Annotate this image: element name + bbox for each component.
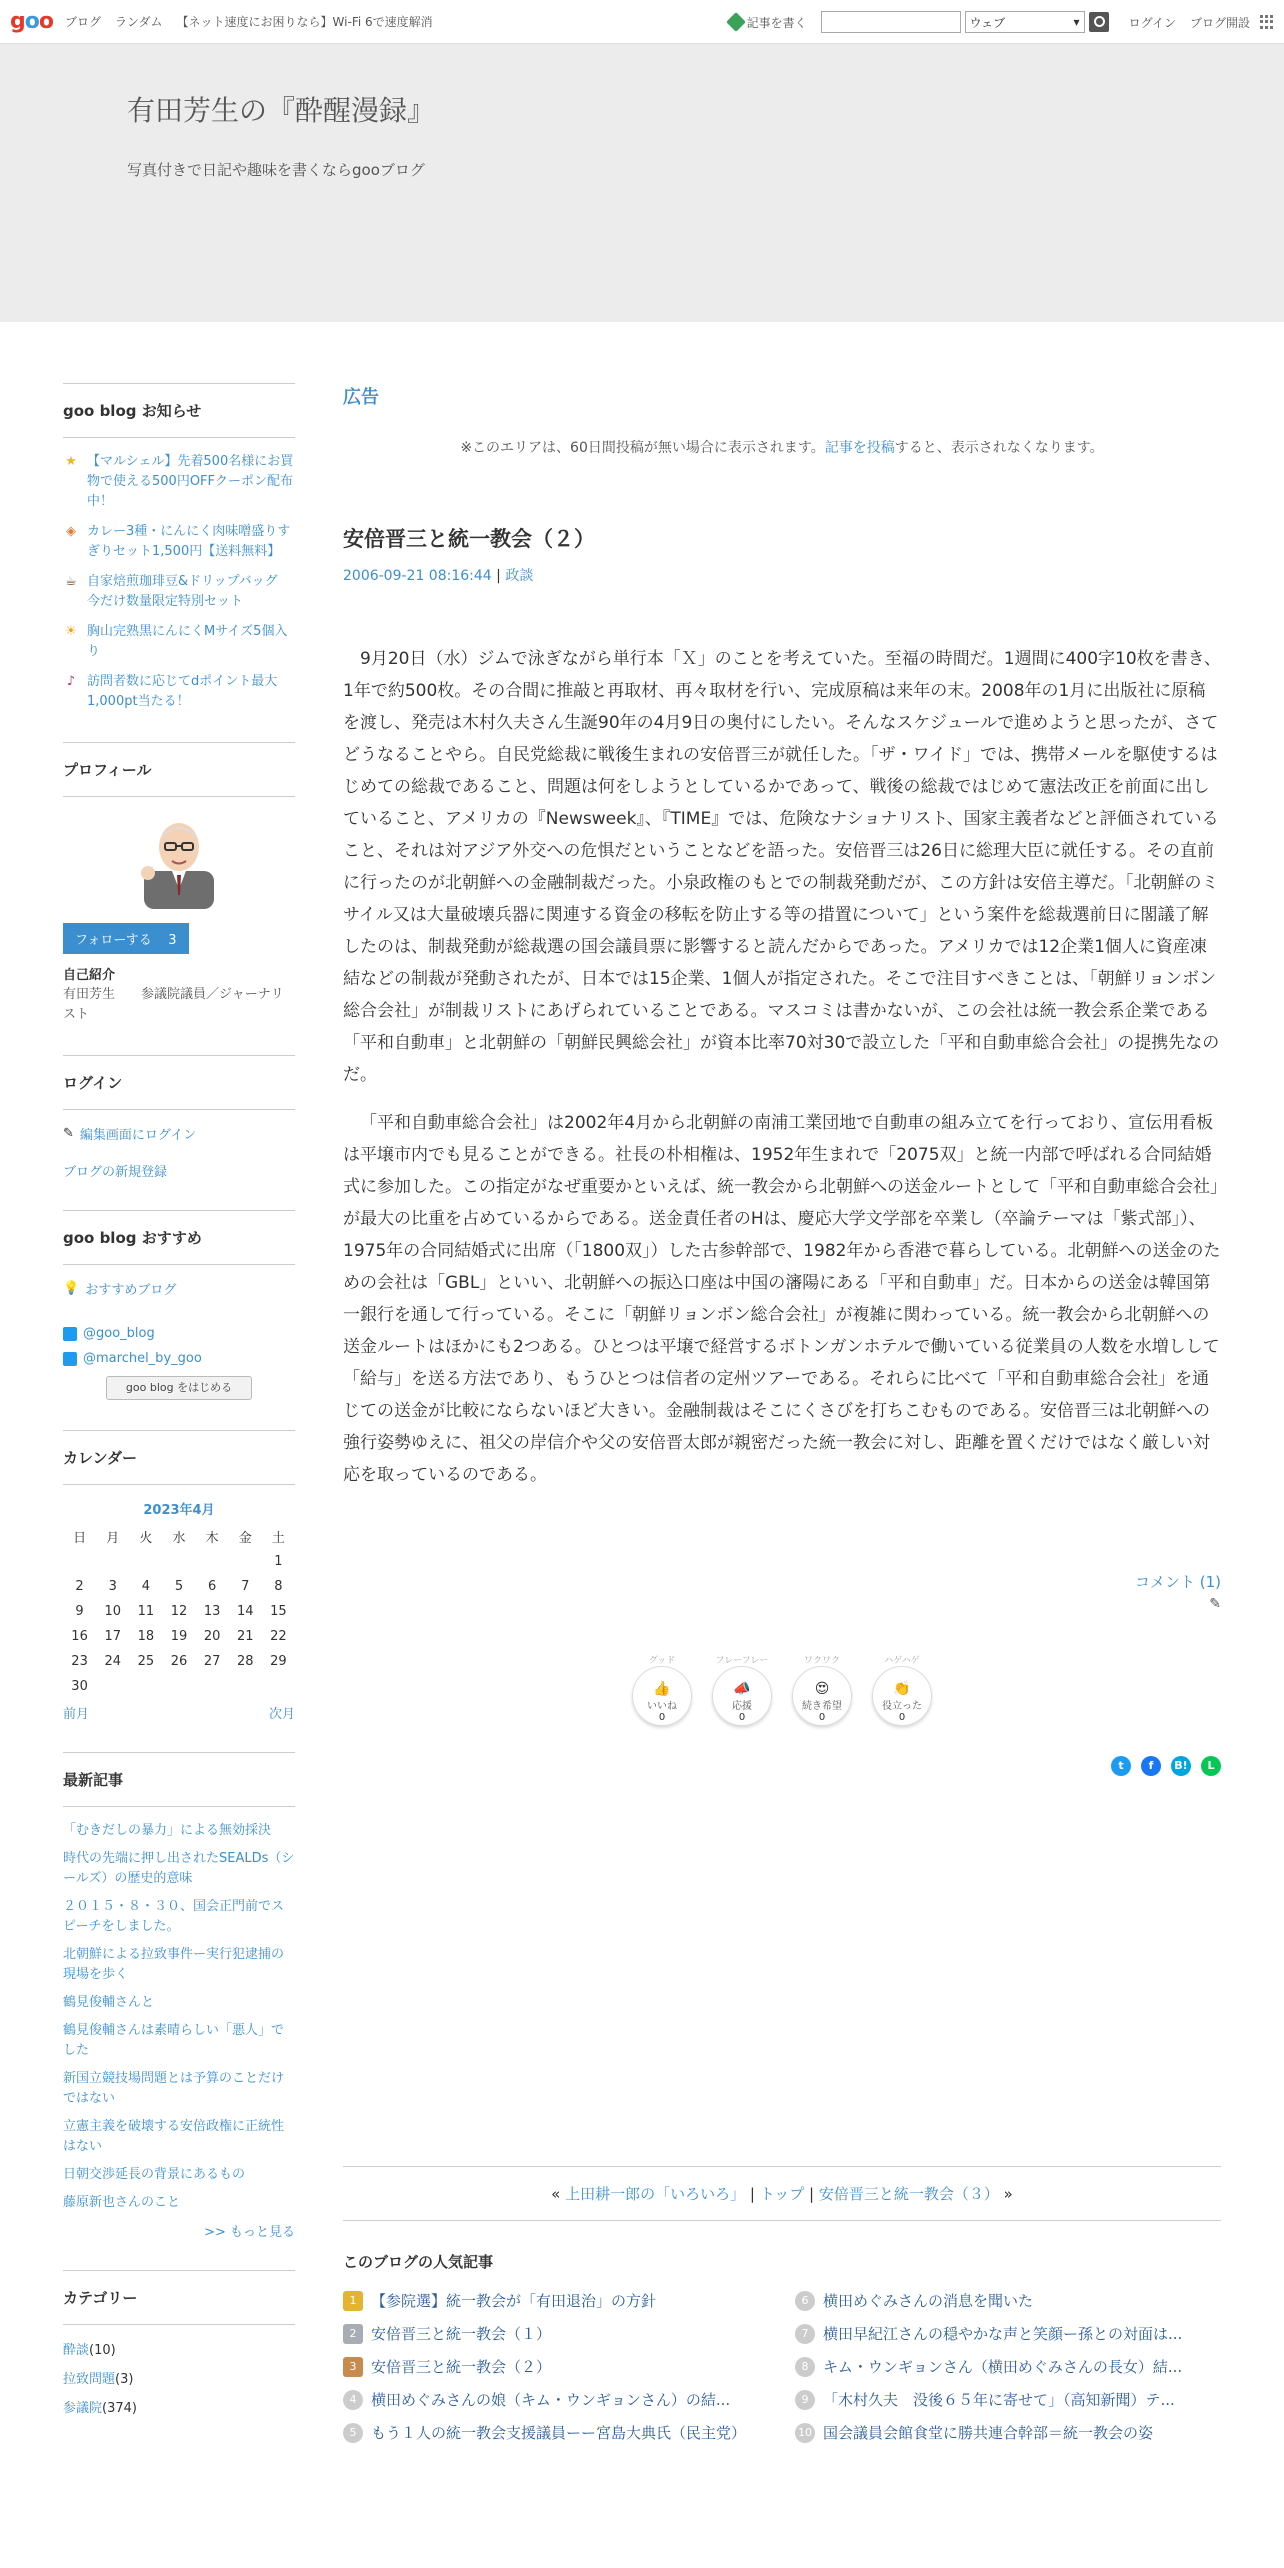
calendar-day [162,1549,195,1574]
twitter-handle: @marchel_by_goo [83,1351,202,1366]
twitter-icon [63,1327,77,1341]
write-post-label: 記事を書く [746,15,807,30]
reaction-emoji-icon: 📣 [733,1681,751,1697]
follow-count: 3 [168,933,177,948]
calendar-day[interactable]: 10 [104,1604,121,1619]
reaction-count: 0 [738,1712,746,1723]
post-meta [343,565,1221,585]
calendar-prev-link[interactable]: 前月 [63,1707,90,1722]
recent-article-link[interactable]: 日朝交渉延長の背景にあるもの [63,2167,246,2182]
reaction-count: 0 [898,1712,906,1723]
goo-logo[interactable]: goo [10,9,53,34]
login-heading: ログイン [63,1072,295,1110]
calendar-day [262,1674,295,1699]
calendar-day [96,1549,129,1574]
popular-article-title[interactable]: 安倍晋三と統一教会（１） [371,2325,552,2343]
reaction-emoji-icon: 👏 [893,1681,911,1697]
hatena-share-icon[interactable]: B! [1171,1756,1191,1776]
popular-article-title[interactable]: 【参院選】統一教会が「有田退治」の方針 [371,2292,657,2310]
calendar-next-link[interactable]: 次月 [268,1707,295,1722]
popular-article-title[interactable]: キム・ウンギョンさん（横田めぐみさんの長女）結... [823,2358,1183,2376]
reaction-count: 0 [818,1712,826,1723]
popular-article-item[interactable] [795,2383,1221,2416]
calendar-day[interactable]: 30 [71,1679,88,1694]
intro-text: 有田芳生 参議院議員／ジャーナリスト [63,987,284,1022]
reaction-label: 役立った [882,1701,922,1712]
notice-text: 胸山完熟黒にんにくMサイズ5個入り [87,624,288,659]
recent-article-link[interactable]: 「むきだしの暴力」による無効採決 [63,1823,272,1838]
reaction-button[interactable] [792,1656,852,1726]
calendar-table [63,1524,295,1699]
edit-login-link[interactable] [63,1124,295,1143]
popular-article-title[interactable]: 横田めぐみさんの消息を聞いた [823,2292,1034,2310]
follow-button[interactable] [63,923,189,954]
new-blog-link[interactable]: ブログの新規登録 [63,1165,168,1180]
notice-text: 訪問者数に応じてdポイント最大1,000pt当たる！ [87,674,278,709]
calendar-day[interactable]: 14 [237,1604,254,1619]
cup-icon: ☕ [65,574,77,589]
category-name[interactable]: 拉致問題 [63,2372,116,2387]
post-article-link[interactable]: 記事を投稿 [824,440,895,456]
intro-heading: 自己紹介 [63,968,116,983]
app-grid-icon[interactable] [1260,15,1274,29]
ad-note-post: すると、表示されなくなります。 [894,440,1104,456]
notice-item[interactable] [63,622,295,662]
calendar-day[interactable]: 4 [141,1579,150,1594]
rank-badge-icon: 9 [795,2390,815,2410]
calendar-day[interactable]: 8 [274,1579,283,1594]
recent-article-link[interactable]: 新国立競技場問題とは予算のことだけではない [63,2071,285,2106]
ad-note-pre: ※このエリアは、60日間投稿が無い場合に表示されます。 [460,440,825,456]
reaction-buttons [343,1656,1221,1726]
pencil-icon: ✎ [63,1126,74,1141]
popular-article-item[interactable] [343,2350,769,2383]
facebook-share-icon[interactable]: f [1141,1756,1161,1776]
twitter-link-goo-blog[interactable] [63,1326,295,1341]
topbar-link-promo[interactable]: 【ネット速度にお困りなら】Wi-Fi 6で速度解消 [176,15,433,29]
rank-badge-icon: 4 [343,2390,363,2410]
calendar-day[interactable]: 27 [203,1654,221,1669]
calendar-day [229,1549,262,1574]
nav-separator: | [745,2185,760,2203]
reaction-caption: ワクワク [803,1656,840,1666]
calendar-day [129,1549,162,1574]
nav-separator: | [804,2185,819,2203]
reaction-count: 0 [658,1712,666,1723]
comment-link[interactable]: コメント (1) [1134,1573,1221,1591]
recommend-heading: goo blog おすすめ [63,1227,295,1265]
recommend-blog-label: おすすめブログ [85,1283,177,1298]
calendar-day[interactable]: 28 [237,1654,254,1669]
popular-article-item[interactable] [343,2284,769,2317]
calendar-day[interactable]: 29 [270,1654,287,1669]
post-category-link[interactable]: 政談 [505,568,534,584]
recent-article-link[interactable]: 鶴見俊輔さんと [63,1995,155,2010]
reaction-label: 応援 [732,1701,752,1712]
diamond-icon: ◈ [66,524,76,539]
calendar-day [229,1674,262,1699]
reaction-button[interactable] [872,1656,932,1726]
blog-title[interactable]: 有田芳生の『酔醒漫録』 [127,94,436,127]
calendar-weekday: 火 [139,1531,153,1546]
calendar-day[interactable]: 24 [104,1654,121,1669]
calendar-weekday: 日 [73,1531,87,1546]
twitter-share-icon[interactable]: t [1111,1756,1131,1776]
reaction-caption: グッド [648,1656,676,1666]
calendar-weekday: 木 [205,1531,219,1546]
popular-article-title[interactable]: 「木村久夫 没後６５年に寄せて」（高知新聞）テ... [823,2391,1175,2409]
profile-section [63,742,295,1025]
notice-section [63,383,295,712]
category-section [63,2270,295,2416]
next-article-link[interactable]: 安倍晋三と統一教会（３） [818,2185,999,2203]
avatar[interactable] [134,811,224,909]
top-navigation-bar [0,0,1284,44]
chevron-down-icon: ▾ [1073,15,1080,29]
calendar-day[interactable]: 22 [270,1629,287,1644]
calendar-day[interactable]: 16 [71,1629,88,1644]
rank-badge-icon: 7 [795,2324,815,2344]
calendar-day [162,1674,195,1699]
calendar-day[interactable]: 26 [170,1654,188,1669]
star-icon: ★ [65,454,77,469]
sidebar [63,383,295,2446]
popular-article-title[interactable]: 横田早紀江さんの穏やかな声と笑顔ー孫との対面は... [823,2325,1183,2343]
calendar-month: 2023年4月 [143,1503,215,1518]
reaction-button[interactable] [712,1656,772,1726]
calendar-section [63,1430,295,1722]
topbar-link-random[interactable]: ランダム [115,15,163,29]
rank-badge-icon: 5 [343,2423,363,2443]
search-scope-select[interactable] [965,11,1085,33]
search-input[interactable] [821,11,961,33]
prev-article-link[interactable]: 上田耕一郎の「いろいろ」 [565,2185,746,2203]
article-navigation [343,2166,1221,2221]
reaction-emoji-icon: 👍 [653,1681,671,1697]
calendar-day [63,1549,96,1574]
popular-article-item[interactable] [795,2416,1221,2449]
calendar-day[interactable]: 7 [241,1579,250,1594]
edit-pencil-icon[interactable]: ✎ [1209,1596,1221,1612]
rank-badge-icon: 3 [343,2357,363,2377]
calendar-day[interactable]: 19 [170,1629,188,1644]
rank-badge-icon: 6 [795,2291,815,2311]
lightbulb-icon: 💡 [63,1281,80,1296]
calendar-weekday: 土 [271,1531,285,1546]
login-link[interactable]: ログイン [1128,15,1176,30]
calendar-day[interactable]: 1 [274,1554,283,1569]
main-content [343,383,1221,2449]
category-item[interactable] [63,2397,295,2416]
popular-article-item[interactable] [795,2317,1221,2350]
notice-item[interactable] [63,452,295,512]
calendar-weekday: 水 [172,1531,186,1546]
recent-article-link[interactable]: 立憲主義を破壊する安倍政権に正統性はない [63,2119,285,2154]
recent-article-link[interactable]: ２０１５・８・３０、国会正門前でスピーチをしました。 [63,1899,285,1934]
calendar-day [96,1674,129,1699]
calendar-day[interactable]: 17 [104,1629,121,1644]
popular-article-title[interactable]: 安倍晋三と統一教会（２） [371,2358,552,2376]
category-count: (10) [89,2343,116,2358]
topbar-link-blog[interactable]: ブログ [65,15,102,29]
post-date: 2006-09-21 08:16:44 [343,568,492,584]
popular-article-item[interactable] [795,2284,1221,2317]
calendar-weekday: 月 [106,1531,120,1546]
share-icons [343,1756,1221,1776]
start-goo-blog-button[interactable]: goo blog をはじめる [106,1376,252,1400]
calendar-day[interactable]: 13 [203,1604,221,1619]
calendar-day [196,1549,229,1574]
recommend-blog-link[interactable] [63,1279,295,1298]
reaction-label: いいね [647,1701,677,1712]
category-item[interactable] [63,2339,295,2358]
recent-article-link[interactable]: 藤原新也さんのこと [63,2195,181,2210]
calendar-day [196,1674,229,1699]
reaction-caption: フレーフレー [715,1656,769,1666]
pencil-icon [726,12,746,32]
recent-article-link[interactable]: 時代の先端に押し出されたSEALDs（シールズ）の歴史的意味 [63,1851,295,1886]
popular-article-title[interactable]: 横田めぐみさんの娘（キム・ウンギョンさん）の結... [371,2391,731,2409]
calendar-day[interactable]: 12 [170,1604,188,1619]
calendar-day[interactable]: 18 [137,1629,155,1644]
notice-heading: goo blog お知らせ [63,400,295,438]
reaction-emoji-icon: 😍 [814,1681,830,1697]
rank-badge-icon: 10 [795,2423,815,2443]
notice-text: カレー3種・にんにく肉味噌盛りすぎりセット1,500円【送料無料】 [87,524,291,559]
line-share-icon[interactable]: L [1201,1756,1221,1776]
notice-text: 自家焙煎珈琲豆&ドリップバッグ 今だけ数量限定特別セット [87,574,291,609]
popular-heading: このブログの人気記事 [343,2253,494,2271]
calendar-day[interactable]: 23 [71,1654,88,1669]
notice-item[interactable] [63,672,295,712]
popular-article-title[interactable]: もう１人の統一教会支援議員ーー宮島大典氏（民主党） [371,2424,747,2442]
popular-article-item[interactable] [343,2416,769,2449]
post-paragraph: 9月20日（水）ジムで泳ぎながら単行本「Ｘ」のことを考えていた。至福の時間だ。1週間に400字10枚を書き、1年で約500枚。その合間に推敲と再取材、再々取材を行い、完成原稿は来年の末。2008年の1月に出版社に原稿を渡し、発売は木村久夫さん生誕90年の4月9日の奥付にしたい。そんなスケジュールで進めようと思ったが、さてどうなることやら。自民党総裁に戦後生まれの安倍晋三が就任した。「ザ・ワイド」では、携帯メールを駆使するはじめての総裁であること、問題は何をしようとしているかであって、戦後の総裁ではじめて憲法改正を前面に出していること、アメリカの『Newsweek』、『TIME』では、危険なナショナリスト、国家主義者などと評価されていること、それは対アジア外交への危惧だということなどを語った。安倍晋三は26日に総理大臣に就任する。その直前に行ったのが北朝鮮への金融制裁だった。小泉政権のもとでの制裁発動だが、この方針は安倍主導だ。「北朝鮮のミサイル又は大量破壊兵器に関連する資金の移転を防止する等の措置について」という案件を総裁選前日に閣議了解したのは、制裁発動が総裁選の国会議員票に影響すると読んだからであった。アメリカでは12企業1個人に資産凍結などの制裁が発動されたが、日本では15企業、1個人が指定された。そこで注目すべきことは、「朝鮮リョンボン総合会社」が制裁リストにあげられていることである。マスコミは書かないが、この会社は統一教会系企業である「平和自動車」と北朝鮮の「朝鮮民興総会社」が資本比率70対30で設立した「平和自動車総合会社」の提携先なのだ。 [343,649,1221,1085]
follow-label: フォローする [75,933,152,948]
calendar-day[interactable]: 25 [137,1654,155,1669]
twitter-link-marchel[interactable] [63,1351,295,1366]
topbar-right [729,0,1274,44]
nav-next-suffix: » [998,2185,1013,2203]
popular-article-title[interactable]: 国会議員会館食堂に勝共連合幹部＝統一教会の姿 [823,2424,1154,2442]
sun-icon: ☀ [65,624,77,639]
recent-article-link[interactable]: 鶴見俊輔さんは素晴らしい「悪人」でした [63,2023,285,2058]
popular-article-item[interactable] [795,2350,1221,2383]
calendar-day[interactable]: 20 [203,1629,221,1644]
calendar-day[interactable]: 5 [174,1579,184,1594]
popular-list [343,2284,1221,2449]
blog-header [0,44,1284,322]
post-paragraph: 「平和自動車総合会社」は2002年4月から北朝鮮の南浦工業団地で自動車の組み立てを行っており、宣伝用看板は平壌市内でも見ることができる。社長の朴相権は、1952年生まれで「2075双」と統一内部で呼ばれる合同結婚式に参加した。この指定がなぜ重要かといえば、統一教会から北朝鮮への送金ルートとして「平和自動車総合会社」が最大の比重を占めているからである。送金責任者のHは、慶応大学文学部を卒業し（卒論テーマは「紫式部」）、1975年の合同結婚式に出席（「1800双」）した古参幹部で、1982年から香港で暮らしている。北朝鮮への送金のための会社は「GBL」といい、北朝鮮への振込口座は中国の瀋陽にある「平和自動車」だ。日本からの送金は韓国第一銀行を通して行っている。そこに「朝鮮リョンボン総合会社」が複雑に関わっている。統一教会から北朝鮮への送金ルートはほかにも2つある。ひとつは平壌で経営するボトンガンホテルで働いている従業員の人数を水増しして「給与」を送る方法であり、もうひとつは信者の定州ツアーである。それらに比べて「平和自動車総合会社」を通じての送金が比較にならないほど大きい。金融制裁はそこにくさびを打ちこむものである。安倍晋三は北朝鮮への強行姿勢ゆえに、祖父の岸信介や父の安倍晋太郎が親密だった統一教会に対し、距離を置くだけではなく厳しい対応を取っているのである。 [343,1113,1221,1485]
calendar-day[interactable]: 11 [137,1604,155,1619]
reaction-label: 続き希望 [802,1701,842,1712]
post-body [343,643,1221,1491]
category-count: (3) [115,2372,134,2387]
top-link[interactable]: トップ [759,2185,805,2203]
ad-note [343,437,1221,457]
reaction-button[interactable] [632,1656,692,1726]
calendar-day[interactable]: 21 [237,1629,254,1644]
post-title[interactable]: 安倍晋三と統一教会（２） [343,527,595,551]
calendar-day[interactable]: 2 [75,1579,84,1594]
login-section [63,1055,295,1180]
recent-section [63,1752,295,2240]
write-post-button[interactable] [729,14,807,31]
popular-article-item[interactable] [343,2317,769,2350]
category-count: (374) [102,2401,137,2416]
rank-badge-icon: 2 [343,2324,363,2344]
twitter-icon [63,1352,77,1366]
category-item[interactable] [63,2368,295,2387]
category-heading: カテゴリー [63,2287,295,2325]
edit-login-label: 編集画面にログイン [79,1128,197,1143]
calendar-day[interactable]: 6 [207,1579,217,1594]
calendar-weekday: 金 [238,1531,252,1546]
note-icon: ♪ [66,674,76,689]
blog-description: 写真付きで日記や趣味を書くならgooブログ [127,161,425,179]
notice-item[interactable] [63,522,295,562]
open-blog-link[interactable]: ブログ開設 [1189,15,1250,30]
calendar-day[interactable]: 3 [108,1579,117,1594]
calendar-day [129,1674,162,1699]
rank-badge-icon: 8 [795,2357,815,2377]
popular-article-item[interactable] [343,2383,769,2416]
category-name[interactable]: 参議院 [63,2401,103,2416]
reaction-caption: ハゲハゲ [884,1656,920,1666]
nav-prev-prefix: « [551,2185,566,2203]
more-recent-link[interactable]: >> もっと見る [204,2225,295,2240]
category-name[interactable]: 酔談 [63,2343,90,2358]
profile-heading: プロフィール [63,759,295,797]
ad-heading: 広告 [343,387,379,408]
search-scope-value: ウェブ [969,15,1006,30]
calendar-day[interactable]: 15 [270,1604,287,1619]
calendar-heading: カレンダー [63,1447,295,1485]
meta-separator: | [491,568,506,584]
rank-badge-icon: 1 [343,2291,363,2311]
recent-article-link[interactable]: 北朝鮮による拉致事件ー実行犯逮捕の現場を歩く [63,1947,285,1982]
notice-item[interactable] [63,572,295,612]
search-button[interactable] [1089,12,1109,32]
twitter-handle: @goo_blog [83,1326,155,1341]
notice-text: 【マルシェル】先着500名様にお買物で使える500円OFFクーポン配布中！ [87,454,294,509]
recommend-section [63,1210,295,1400]
calendar-day[interactable]: 9 [75,1604,84,1619]
recent-heading: 最新記事 [63,1769,295,1807]
